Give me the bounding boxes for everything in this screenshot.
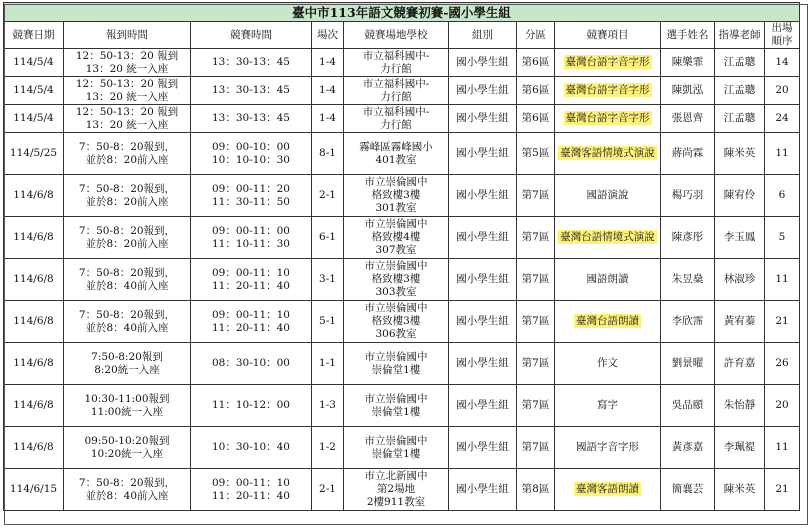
cell-teacher: 江孟聰 — [715, 105, 765, 133]
cell-checkin-line: 8:20統一入座 — [94, 363, 160, 376]
cell-district: 第7區 — [517, 385, 555, 427]
cell-checkin-line: 並於8：20前入座 — [85, 195, 169, 208]
cell-time-line: 11：20-11：40 — [212, 489, 290, 502]
page-frame — [4, 4, 808, 525]
cell-order: 21 — [765, 469, 800, 511]
cell-venue-line: 格致樓3樓 — [371, 273, 421, 285]
cell-time-line: 13：30-13：45 — [212, 56, 290, 68]
cell-order: 26 — [765, 343, 800, 385]
cell-checkin-line: 並於8：40前入座 — [85, 321, 169, 334]
cell-time-line: 09：00-11：10 — [212, 308, 290, 321]
cell-group: 國小學生組 — [449, 259, 517, 301]
cell-order: 11 — [765, 259, 800, 301]
header-district: 分區 — [517, 22, 555, 49]
cell-district: 第8區 — [517, 469, 555, 511]
cell-name: 劉景曜 — [661, 343, 715, 385]
cell-venue-line: 力行館 — [380, 90, 412, 103]
cell-order: 11 — [765, 133, 800, 175]
cell-group: 國小學生組 — [449, 77, 517, 105]
cell-district: 第6區 — [517, 105, 555, 133]
cell-teacher: 許育嘉 — [715, 343, 765, 385]
cell-group: 國小學生組 — [449, 301, 517, 343]
cell-date: 114/5/4 — [4, 49, 64, 77]
header-event: 競賽項目 — [555, 22, 661, 49]
cell-district: 第6區 — [517, 49, 555, 77]
cell-name: 陳彥彤 — [661, 217, 715, 259]
event-label: 國語朗讀 — [586, 273, 629, 285]
cell-venue-line: 格致樓3樓 — [371, 189, 421, 201]
cell-time-line: 13：30-13：45 — [212, 84, 290, 96]
cell-district: 第7區 — [517, 259, 555, 301]
cell-session: 8-1 — [312, 133, 344, 175]
event-label: 臺灣台語情境式演說 — [560, 231, 655, 243]
cell-checkin-line: 並於8：20前入座 — [85, 237, 169, 250]
cell-checkin-line: 7：50-8：20報到， — [78, 266, 176, 279]
cell-checkin-line: 12：50-13：20 報到 — [75, 49, 179, 62]
cell-venue-line: 市立崇倫國中 — [364, 218, 428, 230]
cell-session: 1-1 — [312, 343, 344, 385]
cell-venue-line: 市立北新國中 — [364, 470, 428, 482]
cell-district: 第7區 — [517, 175, 555, 217]
cell-date: 114/5/4 — [4, 77, 64, 105]
cell-group: 國小學生組 — [449, 343, 517, 385]
cell-checkin-line: 並於8：20前入座 — [85, 153, 169, 166]
cell-venue-line: 401教室 — [375, 153, 417, 166]
cell-venue-line: 306教室 — [375, 328, 417, 340]
cell-order: 24 — [765, 105, 800, 133]
cell-group: 國小學生組 — [449, 217, 517, 259]
header-name: 選手姓名 — [661, 22, 715, 49]
cell-venue-line: 市立崇倫國中 — [364, 392, 428, 405]
cell-group: 國小學生組 — [449, 133, 517, 175]
cell-checkin-line: 7：50-8：20報到， — [78, 140, 176, 153]
cell-checkin-line: 13：20 統一入座 — [85, 118, 169, 131]
cell-session: 5-1 — [312, 301, 344, 343]
cell-district: 第6區 — [517, 77, 555, 105]
cell-checkin-line: 12：50-13：20 報到 — [75, 77, 179, 90]
cell-session: 1-4 — [312, 49, 344, 77]
cell-time-line: 09：00-10：00 — [212, 140, 290, 153]
header-date: 競賽日期 — [4, 22, 64, 49]
cell-venue-line: 市立福科國中- — [362, 105, 430, 118]
cell-time-line: 11：30-11：50 — [212, 195, 290, 208]
cell-group: 國小學生組 — [449, 175, 517, 217]
event-label: 臺灣台語字音字形 — [565, 112, 650, 124]
cell-time-line: 08：30-10：00 — [212, 357, 290, 369]
event-label: 寫字 — [597, 399, 618, 411]
cell-venue-line: 市立福科國中- — [362, 49, 430, 62]
cell-checkin-line: 09:50-10:20報到 — [84, 434, 170, 447]
cell-teacher: 江孟聰 — [715, 49, 765, 77]
cell-time-line: 11：20-11：40 — [212, 279, 290, 292]
cell-order: 6 — [765, 175, 800, 217]
cell-checkin-line: 7:50-8:20報到 — [91, 350, 163, 363]
cell-name: 朱昱燊 — [661, 259, 715, 301]
cell-date: 114/6/8 — [4, 259, 64, 301]
cell-checkin-line: 11:00統一入座 — [90, 405, 164, 418]
cell-date: 114/6/8 — [4, 301, 64, 343]
cell-name: 簡襄芸 — [661, 469, 715, 511]
cell-venue-line: 崇倫堂1樓 — [371, 447, 421, 460]
cell-venue-line: 303教室 — [375, 286, 417, 298]
cell-order: 20 — [765, 385, 800, 427]
cell-name: 陳凱泓 — [661, 77, 715, 105]
cell-session: 1-3 — [312, 385, 344, 427]
cell-name: 李欣霈 — [661, 301, 715, 343]
cell-group: 國小學生組 — [449, 105, 517, 133]
cell-checkin-line: 7：50-8：20報到， — [78, 182, 176, 195]
cell-order: 14 — [765, 49, 800, 77]
cell-venue-line: 崇倫堂1樓 — [371, 363, 421, 376]
cell-name: 吳品頤 — [661, 385, 715, 427]
cell-checkin-line: 13：20 統一入座 — [85, 90, 169, 103]
cell-date: 114/5/25 — [4, 133, 64, 175]
cell-teacher: 陳米英 — [715, 469, 765, 511]
cell-venue-line: 307教室 — [375, 244, 417, 256]
cell-name: 陳樂霏 — [661, 49, 715, 77]
cell-session: 3-1 — [312, 259, 344, 301]
cell-venue-line: 霧峰區霧峰國小 — [359, 140, 433, 153]
event-label: 國語演說 — [586, 189, 629, 201]
cell-venue-line: 市立崇倫國中 — [364, 350, 428, 363]
cell-time-line: 09：00-11：10 — [212, 266, 290, 279]
cell-time-line: 10：10-10：30 — [212, 153, 290, 166]
cell-group: 國小學生組 — [449, 385, 517, 427]
cell-order: 5 — [765, 217, 800, 259]
cell-teacher: 朱怡靜 — [715, 385, 765, 427]
cell-teacher: 李珮褆 — [715, 427, 765, 469]
cell-venue-line: 市立崇倫國中 — [364, 176, 428, 188]
cell-session: 1-4 — [312, 77, 344, 105]
header-group: 組別 — [449, 22, 517, 49]
cell-teacher: 陳米英 — [715, 133, 765, 175]
cell-venue-line: 第2場地 — [376, 483, 416, 495]
cell-session: 2-1 — [312, 175, 344, 217]
cell-date: 114/6/8 — [4, 343, 64, 385]
cell-venue-line: 市立崇倫國中 — [364, 434, 428, 447]
cell-date: 114/6/15 — [4, 469, 64, 511]
cell-date: 114/6/8 — [4, 385, 64, 427]
cell-date: 114/6/8 — [4, 427, 64, 469]
cell-order: 21 — [765, 301, 800, 343]
event-label: 臺灣客語情境式演說 — [560, 147, 655, 159]
cell-checkin-line: 7：50-8：20報到， — [78, 476, 176, 489]
cell-checkin-line: 並於8：40前入座 — [85, 279, 169, 292]
cell-time-line: 13：30-13：45 — [212, 112, 290, 124]
cell-checkin-line: 12：50-13：20 報到 — [75, 105, 179, 118]
header-teacher: 指導老師 — [715, 22, 765, 49]
cell-checkin-line: 7：50-8：20報到， — [78, 308, 176, 321]
event-label: 臺灣台語朗讀 — [576, 315, 639, 327]
event-label: 臺灣客語朗讀 — [576, 483, 639, 495]
event-label: 國語字音字形 — [576, 441, 639, 453]
cell-venue-line: 市立福科國中- — [362, 77, 430, 90]
cell-time-line: 09：00-11：00 — [212, 224, 290, 237]
cell-date: 114/6/8 — [4, 175, 64, 217]
table-title: 臺中市113年語文競賽初賽-國小學生組 — [4, 3, 800, 22]
cell-time-line: 09：00-11：10 — [212, 476, 290, 489]
cell-venue-line: 格致樓4樓 — [371, 231, 421, 243]
event-label: 作文 — [597, 357, 618, 369]
cell-session: 1-2 — [312, 427, 344, 469]
cell-session: 1-4 — [312, 105, 344, 133]
cell-teacher: 林淑珍 — [715, 259, 765, 301]
cell-venue-line: 格致樓3樓 — [371, 315, 421, 327]
cell-time-line: 10：30-10：40 — [212, 441, 290, 453]
event-label: 臺灣台語字音字形 — [565, 84, 650, 96]
header-order: 出場順序 — [765, 22, 800, 49]
cell-time-line: 11：10-11：30 — [212, 237, 290, 250]
cell-order: 20 — [765, 77, 800, 105]
cell-name: 楊巧羽 — [661, 175, 715, 217]
cell-name: 黃彥嘉 — [661, 427, 715, 469]
cell-date: 114/5/4 — [4, 105, 64, 133]
cell-group: 國小學生組 — [449, 49, 517, 77]
cell-teacher: 陳宥伶 — [715, 175, 765, 217]
cell-district: 第7區 — [517, 343, 555, 385]
cell-checkin-line: 10:30-11:00報到 — [84, 392, 170, 405]
cell-venue-line: 市立崇倫國中 — [364, 302, 428, 314]
header-venue: 競賽場地學校 — [344, 22, 449, 49]
cell-district: 第7區 — [517, 427, 555, 469]
cell-venue-line: 力行館 — [380, 118, 412, 131]
cell-order: 11 — [765, 427, 800, 469]
cell-checkin-line: 10:20統一入座 — [90, 447, 164, 460]
cell-district: 第7區 — [517, 301, 555, 343]
cell-checkin-line: 13：20 統一入座 — [85, 62, 169, 75]
cell-time-line: 09：00-11：20 — [212, 182, 290, 195]
cell-session: 2-1 — [312, 469, 344, 511]
cell-time-line: 11：10-12：00 — [212, 399, 290, 411]
cell-name: 蔣尚霖 — [661, 133, 715, 175]
header-time: 競賽時間 — [191, 22, 312, 49]
cell-group: 國小學生組 — [449, 427, 517, 469]
cell-checkin-line: 並於8：40前入座 — [85, 489, 169, 502]
cell-group: 國小學生組 — [449, 469, 517, 511]
cell-teacher: 李玉鳳 — [715, 217, 765, 259]
header-checkin: 報到時間 — [64, 22, 191, 49]
cell-time-line: 11：20-11：40 — [212, 321, 290, 334]
cell-venue-line: 市立崇倫國中 — [364, 260, 428, 272]
cell-venue-line: 2樓911教室 — [366, 496, 426, 508]
cell-checkin-line: 7：50-8：20報到， — [78, 224, 176, 237]
cell-district: 第7區 — [517, 217, 555, 259]
cell-venue-line: 301教室 — [375, 202, 417, 214]
event-label: 臺灣台語字音字形 — [565, 56, 650, 68]
cell-venue-line: 力行館 — [380, 62, 412, 75]
cell-venue-line: 崇倫堂1樓 — [371, 405, 421, 418]
cell-teacher: 黃宥蓁 — [715, 301, 765, 343]
cell-district: 第5區 — [517, 133, 555, 175]
cell-teacher: 江孟聰 — [715, 77, 765, 105]
cell-date: 114/6/8 — [4, 217, 64, 259]
cell-name: 張恩齊 — [661, 105, 715, 133]
header-session: 場次 — [312, 22, 344, 49]
cell-session: 6-1 — [312, 217, 344, 259]
